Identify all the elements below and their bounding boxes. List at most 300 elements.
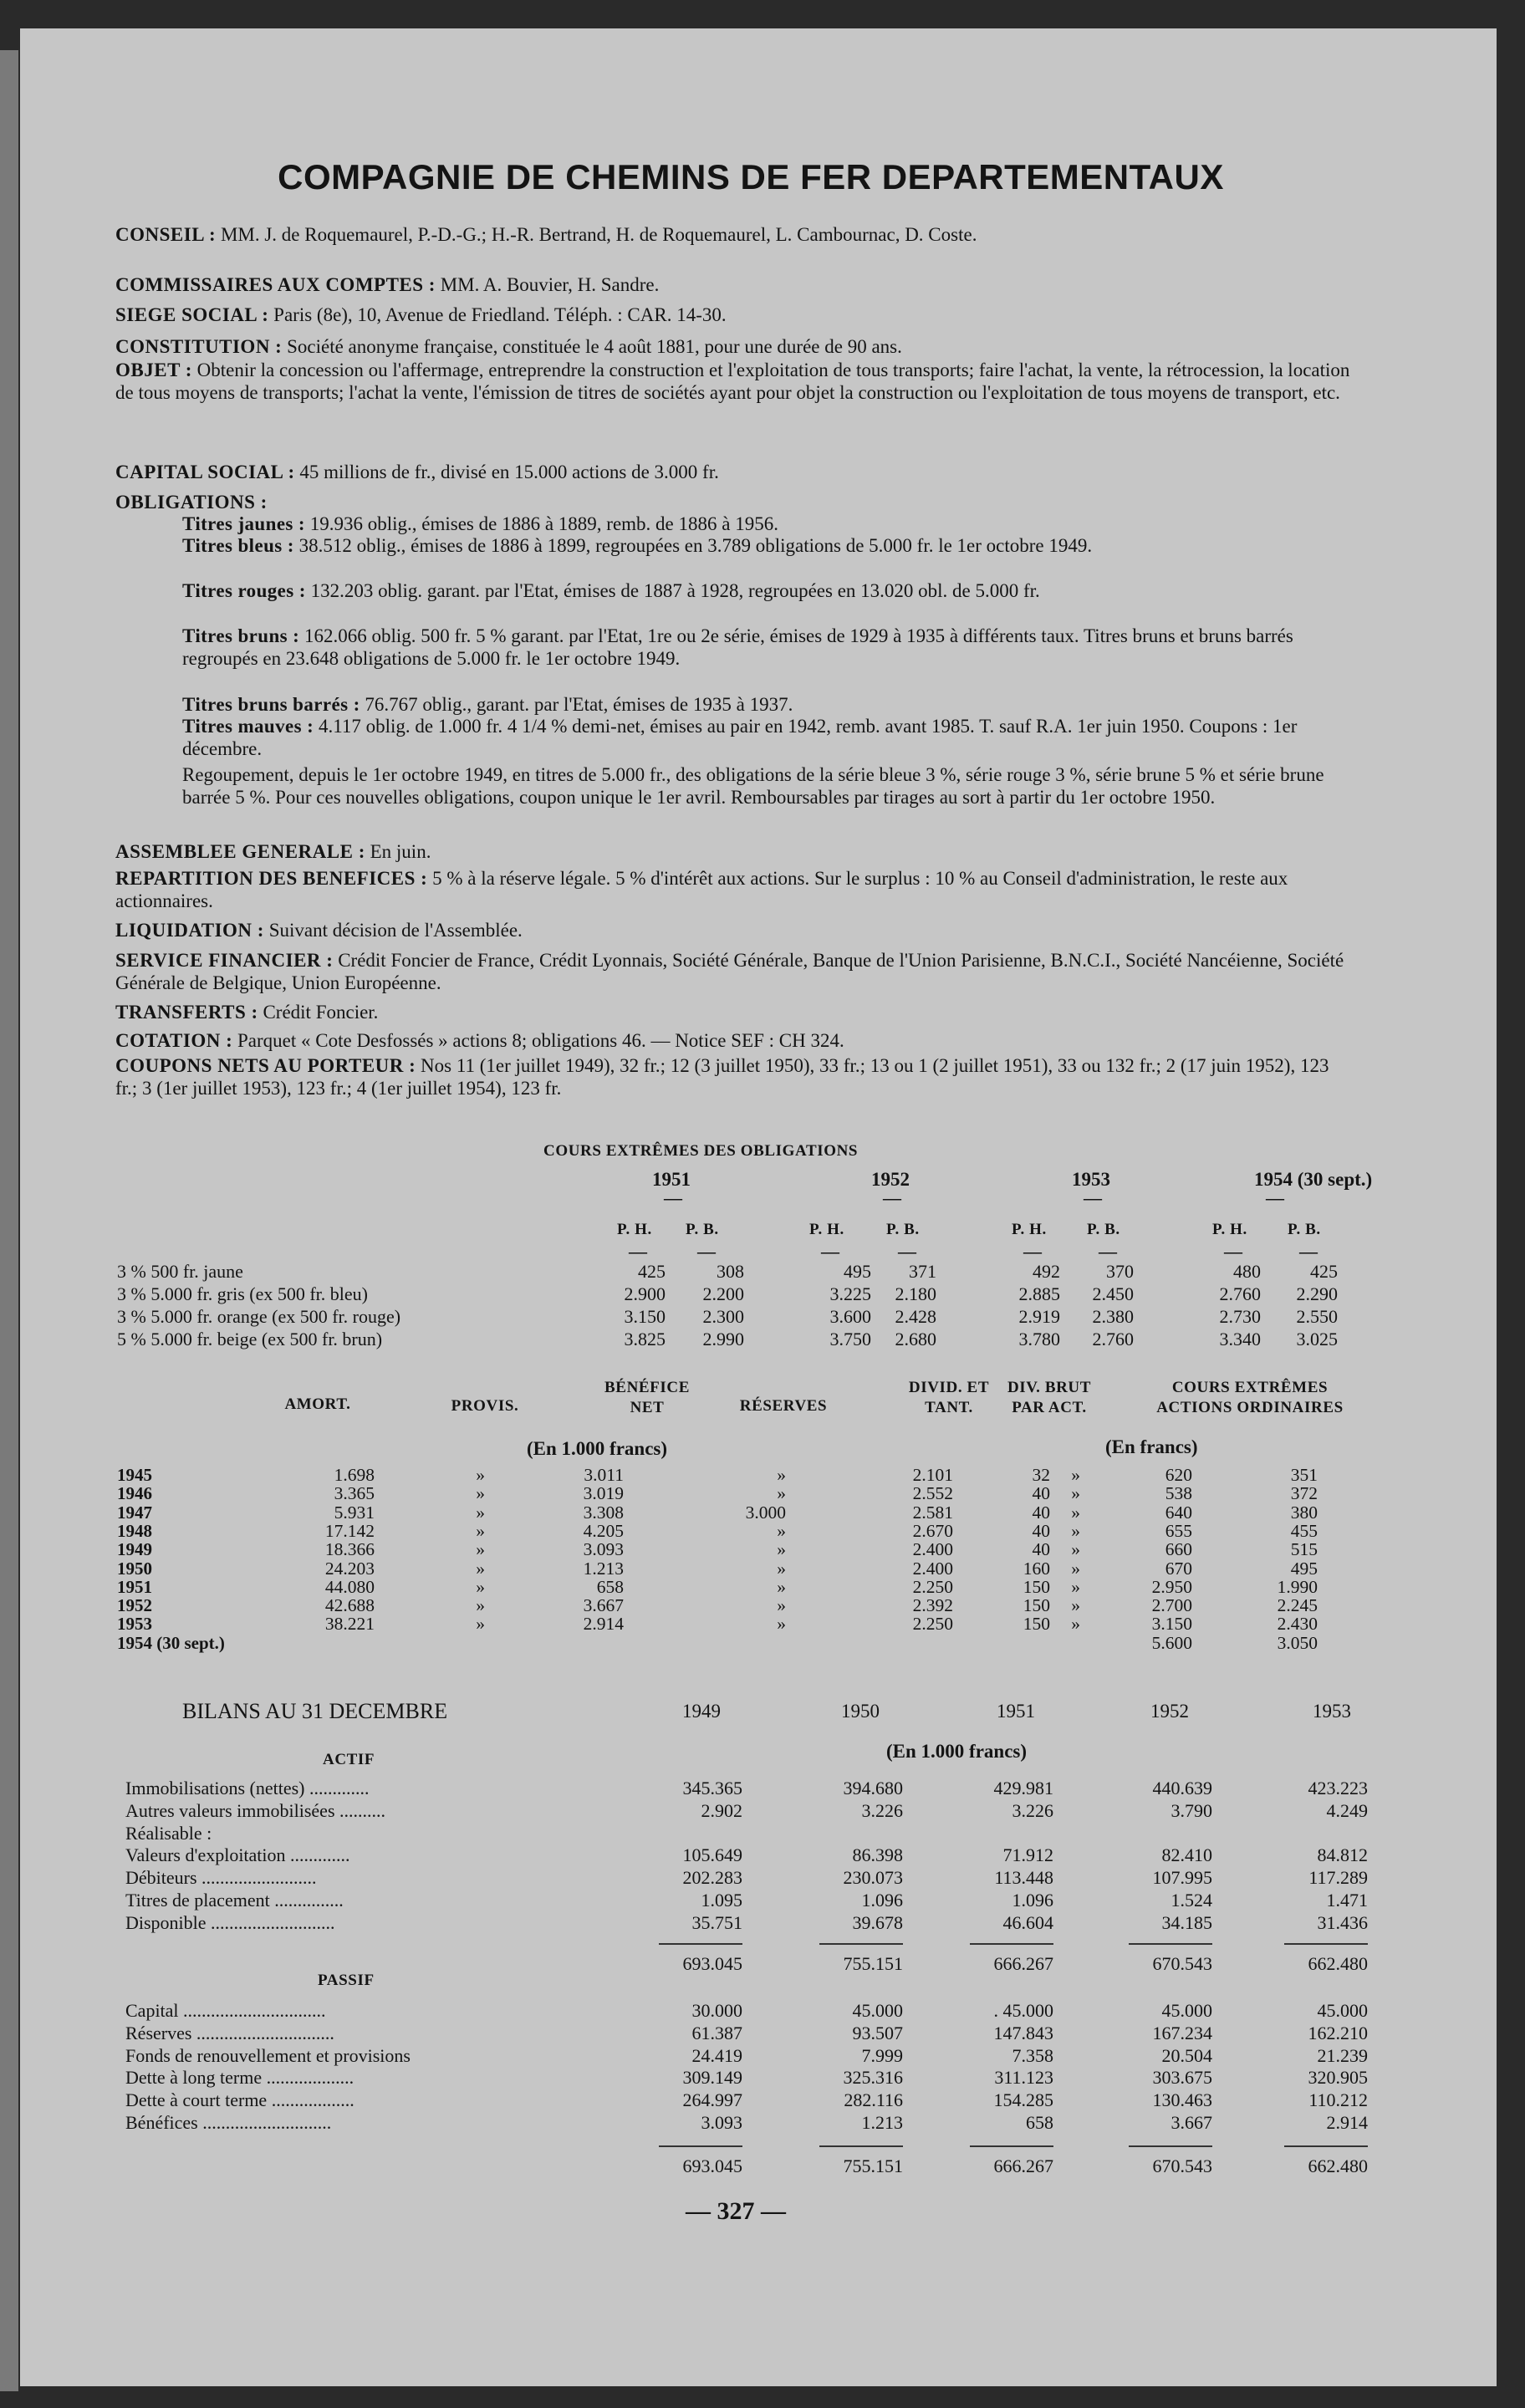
resultats-value: 2.250 bbox=[912, 1576, 953, 1597]
resultats-year: 1947 bbox=[117, 1502, 152, 1523]
section-2 bbox=[115, 304, 1353, 327]
cours-value: 2.990 bbox=[702, 1329, 744, 1349]
section-label: TRANSFERTS : bbox=[115, 1002, 258, 1023]
total-rule bbox=[1284, 2145, 1368, 2147]
section2-3 bbox=[115, 950, 1353, 994]
cours-label: 5 % 5.000 fr. beige (ex 500 fr. brun) bbox=[117, 1329, 383, 1349]
passif-label-row: Bénéfices ............................ bbox=[125, 2112, 332, 2133]
cours-value: 3.150 bbox=[624, 1306, 666, 1327]
cours-sub-rule: — bbox=[1299, 1241, 1318, 1262]
obligation-text: 19.936 oblig., émises de 1886 à 1889, remb. de 1886 à 1956. bbox=[309, 513, 778, 534]
resultats-value: 40 bbox=[1032, 1483, 1050, 1504]
resultats-value: 3.000 bbox=[745, 1502, 786, 1523]
passif-value: 3.667 bbox=[1171, 2112, 1212, 2133]
obligation-3 bbox=[182, 625, 1353, 670]
cours-sub-rule: — bbox=[1099, 1241, 1117, 1262]
resultats-value: » bbox=[777, 1483, 786, 1504]
passif-value: 167.234 bbox=[1152, 2022, 1212, 2043]
resultats-value: 455 bbox=[1290, 1520, 1318, 1541]
actif-total: 666.267 bbox=[993, 1953, 1053, 1974]
cours-value: 425 bbox=[638, 1261, 666, 1282]
actif-value: 107.995 bbox=[1152, 1867, 1212, 1889]
actif-value: 3.226 bbox=[1012, 1799, 1053, 1821]
resultats-value: » bbox=[1071, 1465, 1080, 1485]
resultats-unit-1000: (En 1.000 francs) bbox=[527, 1438, 668, 1459]
resultats-value: 660 bbox=[1165, 1539, 1192, 1560]
passif-value: 1.213 bbox=[861, 2112, 903, 2133]
section-label: SIEGE SOCIAL : bbox=[115, 304, 269, 325]
obligation-label: Titres jaunes : bbox=[182, 513, 305, 534]
cours-year-rule: — bbox=[664, 1187, 682, 1208]
resultats-value: » bbox=[1071, 1558, 1080, 1579]
actif-label-row: Valeurs d'exploitation ............. bbox=[125, 1844, 350, 1866]
cours-label: 3 % 5.000 fr. orange (ex 500 fr. rouge) bbox=[117, 1306, 401, 1327]
resultats-value: 658 bbox=[596, 1576, 624, 1597]
cours-value: 2.919 bbox=[1018, 1306, 1060, 1327]
cours-year: 1952 bbox=[871, 1169, 910, 1190]
section-label: COMMISSAIRES AUX COMPTES : bbox=[115, 274, 436, 295]
section-text: Paris (8e), 10, Avenue de Friedland. Téléph. : CAR. 14-30. bbox=[273, 304, 727, 325]
passif-value: 45.000 bbox=[1317, 2000, 1368, 2021]
obligation-label: Titres bleus : bbox=[182, 535, 294, 556]
resultats-value: » bbox=[777, 1520, 786, 1541]
resultats-value: 2.914 bbox=[583, 1614, 624, 1635]
passif-value: 2.914 bbox=[1326, 2112, 1368, 2133]
cours-value: 2.290 bbox=[1296, 1283, 1338, 1304]
cours-value: 308 bbox=[717, 1261, 744, 1282]
passif-value: 93.507 bbox=[852, 2022, 903, 2043]
passif-value: . 45.000 bbox=[993, 2000, 1053, 2021]
section-label: CONSTITUTION : bbox=[115, 336, 283, 357]
resultats-value: 655 bbox=[1165, 1520, 1192, 1541]
passif-value: 303.675 bbox=[1152, 2067, 1212, 2089]
cours-year: 1951 bbox=[652, 1169, 691, 1190]
passif-value: 24.419 bbox=[691, 2044, 742, 2066]
resultats-year: 1952 bbox=[117, 1595, 152, 1616]
section-text: MM. A. Bouvier, H. Sandre. bbox=[440, 274, 660, 295]
actif-value: 86.398 bbox=[852, 1844, 903, 1866]
cours-sub: P. B. bbox=[886, 1221, 920, 1238]
resultats-value: 40 bbox=[1032, 1502, 1050, 1523]
resultats-value: 3.308 bbox=[583, 1502, 624, 1523]
section-label: CONSEIL : bbox=[115, 224, 217, 245]
resultats-value: 5.600 bbox=[1151, 1632, 1192, 1653]
resultats-year: 1946 bbox=[117, 1483, 152, 1504]
resultats-value: 3.019 bbox=[583, 1483, 624, 1504]
resultats-value: 3.011 bbox=[584, 1465, 624, 1485]
cours-value: 480 bbox=[1233, 1261, 1261, 1282]
resultats-value: 2.430 bbox=[1277, 1614, 1318, 1635]
cours-sub-rule: — bbox=[629, 1241, 647, 1262]
cours-value: 3.750 bbox=[829, 1329, 871, 1349]
cours-value: 3.340 bbox=[1219, 1329, 1261, 1349]
section-text: 5 % à la réserve légale. 5 % d'intérêt aux actions. Sur le surplus : 10 % au Conseil d'administration, le reste aux actionnaires. bbox=[115, 868, 1288, 911]
resultats-value: 1.698 bbox=[334, 1465, 375, 1485]
actif-value: 4.249 bbox=[1326, 1799, 1368, 1821]
resultats-value: » bbox=[777, 1614, 786, 1635]
cours-sub-rule: — bbox=[898, 1241, 916, 1262]
section-label: CAPITAL SOCIAL : bbox=[115, 462, 295, 482]
actif-value: 423.223 bbox=[1308, 1778, 1368, 1798]
resultats-value: 2.392 bbox=[912, 1595, 953, 1616]
total-rule bbox=[1129, 1943, 1212, 1945]
actif-value: 35.751 bbox=[691, 1911, 742, 1933]
obligation-label: Titres bruns : bbox=[182, 625, 300, 646]
actif-label-row: Réalisable : bbox=[125, 1822, 212, 1844]
section-0 bbox=[115, 224, 1353, 247]
total-rule bbox=[819, 2145, 903, 2147]
obligation-2 bbox=[182, 580, 1353, 603]
passif-total: 693.045 bbox=[682, 2155, 742, 2176]
cours-value: 2.550 bbox=[1296, 1306, 1338, 1327]
resultats-value: » bbox=[1071, 1502, 1080, 1523]
section-label: COTATION : bbox=[115, 1030, 233, 1051]
cours-sub: P. B. bbox=[1288, 1221, 1321, 1238]
resultats-value: 40 bbox=[1032, 1520, 1050, 1541]
actif-value: 1.524 bbox=[1171, 1890, 1212, 1911]
cours-value: 2.200 bbox=[702, 1283, 744, 1304]
resultats-value: 495 bbox=[1290, 1558, 1318, 1579]
cours-sub-rule: — bbox=[1224, 1241, 1242, 1262]
resultats-value: 3.150 bbox=[1151, 1614, 1192, 1635]
cours-value: 2.885 bbox=[1018, 1283, 1060, 1304]
resultats-year: 1950 bbox=[117, 1558, 152, 1579]
total-rule bbox=[1129, 2145, 1212, 2147]
total-rule bbox=[659, 2145, 742, 2147]
cours-value: 2.180 bbox=[895, 1283, 936, 1304]
resultats-header: PROVIS. bbox=[451, 1397, 519, 1415]
cours-value: 2.680 bbox=[895, 1329, 936, 1349]
actif-total: 693.045 bbox=[682, 1953, 742, 1974]
cours-value: 3.225 bbox=[829, 1283, 871, 1304]
resultats-value: » bbox=[476, 1576, 485, 1597]
cours-value: 2.900 bbox=[624, 1283, 666, 1304]
resultats-year: 1949 bbox=[117, 1539, 152, 1560]
cours-value: 371 bbox=[909, 1261, 936, 1282]
actif-value: 84.812 bbox=[1317, 1844, 1368, 1866]
cours-value: 3.025 bbox=[1296, 1329, 1338, 1349]
passif-value: 7.358 bbox=[1012, 2044, 1053, 2066]
cours-year: 1953 bbox=[1072, 1169, 1110, 1190]
actif-value: 105.649 bbox=[682, 1844, 742, 1866]
resultats-value: » bbox=[1071, 1595, 1080, 1616]
resultats-year: 1948 bbox=[117, 1520, 152, 1541]
obligation-0 bbox=[182, 513, 1353, 536]
cours-value: 3.780 bbox=[1018, 1329, 1060, 1349]
bilans-year: 1952 bbox=[1150, 1701, 1189, 1722]
section-label: OBJET : bbox=[115, 360, 192, 380]
passif-value: 130.463 bbox=[1152, 2089, 1212, 2111]
cours-value: 425 bbox=[1310, 1261, 1338, 1282]
actif-value: 202.283 bbox=[682, 1867, 742, 1889]
resultats-value: 2.581 bbox=[912, 1502, 953, 1523]
obligation-text: 132.203 oblig. garant. par l'Etat, émises de 1887 à 1928, regroupées en 13.020 obl. de 5.000 fr. bbox=[310, 580, 1040, 601]
resultats-header: DIV. BRUT PAR ACT. bbox=[1007, 1379, 1092, 1416]
section-1 bbox=[115, 274, 1353, 297]
passif-value: 7.999 bbox=[861, 2044, 903, 2066]
passif-label-row: Réserves .............................. bbox=[125, 2022, 334, 2043]
section2-6 bbox=[115, 1055, 1353, 1099]
section-text: Société anonyme française, constituée le 4 août 1881, pour une durée de 90 ans. bbox=[287, 336, 902, 357]
cours-label: 3 % 500 fr. jaune bbox=[117, 1261, 243, 1282]
resultats-value: » bbox=[476, 1483, 485, 1504]
passif-value: 325.316 bbox=[843, 2067, 903, 2089]
page-spine bbox=[0, 50, 18, 2391]
section-5 bbox=[115, 462, 1353, 484]
passif-total: 670.543 bbox=[1152, 2155, 1212, 2176]
resultats-value: 2.400 bbox=[912, 1558, 953, 1579]
cours-sub: P. B. bbox=[686, 1221, 719, 1238]
resultats-value: » bbox=[476, 1502, 485, 1523]
section2-5 bbox=[115, 1030, 1353, 1053]
cours-value: 3.825 bbox=[624, 1329, 666, 1349]
total-rule bbox=[1284, 1943, 1368, 1945]
passif-value: 30.000 bbox=[691, 2000, 742, 2021]
actif-value: 113.448 bbox=[994, 1867, 1053, 1889]
actif-value: 429.981 bbox=[993, 1778, 1053, 1798]
bilans-title: BILANS AU 31 DECEMBRE bbox=[182, 1699, 448, 1723]
bilans-year: 1953 bbox=[1313, 1701, 1351, 1722]
passif-total: 755.151 bbox=[843, 2155, 903, 2176]
actif-total: 755.151 bbox=[843, 1953, 903, 1974]
bilans-year: 1950 bbox=[841, 1701, 880, 1722]
obligation-5 bbox=[182, 716, 1353, 760]
resultats-header: DIVID. ET TANT. bbox=[908, 1379, 990, 1416]
section-text: Parquet « Cote Desfossés » actions 8; obligations 46. — Notice SEF : CH 324. bbox=[237, 1030, 844, 1051]
actif-value: 345.365 bbox=[682, 1778, 742, 1798]
obligation-label: Titres bruns barrés : bbox=[182, 694, 360, 715]
resultats-value: 515 bbox=[1290, 1539, 1318, 1560]
actif-value: 82.410 bbox=[1161, 1844, 1212, 1866]
actif-value: 394.680 bbox=[843, 1778, 903, 1798]
page-number: — 327 — bbox=[686, 2197, 786, 2225]
resultats-value: 4.205 bbox=[583, 1520, 624, 1541]
resultats-value: 32 bbox=[1032, 1465, 1050, 1485]
section-text: 45 millions de fr., divisé en 15.000 actions de 3.000 fr. bbox=[299, 462, 719, 482]
bilans-year: 1951 bbox=[997, 1701, 1035, 1722]
resultats-value: 640 bbox=[1165, 1502, 1192, 1523]
resultats-value: 2.250 bbox=[912, 1614, 953, 1635]
obligation-text: 38.512 oblig., émises de 1886 à 1899, regroupées en 3.789 obligations de 5.000 fr. le 1er octobre 1949. bbox=[298, 535, 1093, 556]
cours-year-rule: — bbox=[1084, 1187, 1102, 1208]
total-rule bbox=[819, 1943, 903, 1945]
resultats-value: » bbox=[1071, 1576, 1080, 1597]
passif-value: 3.093 bbox=[701, 2112, 742, 2133]
actif-label-row: Autres valeurs immobilisées .......... bbox=[125, 1799, 386, 1821]
resultats-header: BÉNÉFICE NET bbox=[604, 1379, 690, 1416]
section-text: Obtenir la concession ou l'affermage, entreprendre la construction et l'exploitation de tous transports; faire l'achat, la vente, la rétrocession, la location de tous moyens de transports; l'achat la vente, l'émission de titres de sociétés ayant pour objet la construction ou l'exploitation de tous moyens de transport, etc. bbox=[115, 360, 1350, 403]
resultats-value: 42.688 bbox=[324, 1595, 375, 1616]
resultats-value: » bbox=[777, 1558, 786, 1579]
resultats-value: 18.366 bbox=[324, 1539, 375, 1560]
bilans-unit: (En 1.000 francs) bbox=[886, 1741, 1028, 1762]
total-rule bbox=[970, 2145, 1053, 2147]
obligation-text: 4.117 oblig. de 1.000 fr. 4 1/4 % demi-net, émises au pair en 1942, remb. avant 1985. T. sauf R.A. 1er juin 1950. Coupons : 1er décembre. bbox=[182, 716, 1298, 759]
section-label: OBLIGATIONS : bbox=[115, 492, 268, 513]
resultats-value: » bbox=[476, 1595, 485, 1616]
obligation-label: Titres rouges : bbox=[182, 580, 306, 601]
resultats-value: 3.667 bbox=[583, 1595, 624, 1616]
section-text: MM. J. de Roquemaurel, P.-D.-G.; H.-R. Bertrand, H. de Roquemaurel, L. Cambournac, D. Coste. bbox=[220, 224, 977, 245]
cours-sub: P. B. bbox=[1087, 1221, 1120, 1238]
passif-value: 61.387 bbox=[691, 2022, 742, 2043]
cours-sub-rule: — bbox=[697, 1241, 716, 1262]
cours-label: 3 % 5.000 fr. gris (ex 500 fr. bleu) bbox=[117, 1283, 368, 1304]
resultats-value: 150 bbox=[1023, 1576, 1050, 1597]
passif-value: 282.116 bbox=[844, 2089, 903, 2111]
resultats-value: 3.093 bbox=[583, 1539, 624, 1560]
cours-value: 2.450 bbox=[1092, 1283, 1134, 1304]
section2-2 bbox=[115, 920, 1353, 942]
resultats-header: AMORT. bbox=[284, 1395, 351, 1413]
cours-value: 2.380 bbox=[1092, 1306, 1134, 1327]
resultats-value: 538 bbox=[1165, 1483, 1192, 1504]
actif-value: 31.436 bbox=[1317, 1911, 1368, 1933]
resultats-value: 2.400 bbox=[912, 1539, 953, 1560]
resultats-value: 150 bbox=[1023, 1614, 1050, 1635]
section-label: ASSEMBLEE GENERALE : bbox=[115, 841, 365, 862]
actif-value: 71.912 bbox=[1002, 1844, 1053, 1866]
actif-total: 670.543 bbox=[1152, 1953, 1212, 1974]
resultats-value: 670 bbox=[1165, 1558, 1192, 1579]
section2-1 bbox=[115, 868, 1353, 912]
cours-sub: P. H. bbox=[809, 1221, 844, 1238]
resultats-header: RÉSERVES bbox=[739, 1397, 828, 1415]
passif-value: 309.149 bbox=[682, 2067, 742, 2089]
cours-title: COURS EXTRÊMES DES OBLIGATIONS bbox=[543, 1142, 859, 1160]
resultats-value: » bbox=[1071, 1483, 1080, 1504]
obligation-text: Regoupement, depuis le 1er octobre 1949, en titres de 5.000 fr., des obligations de la série bleue 3 %, série rouge 3 %, série brune 5 % et série brune barrée 5 %. Pour ces nouvelles obligations, coupon unique le 1er avril. Remboursables par tirages au sort à partir du 1er octobre 1950. bbox=[182, 764, 1324, 808]
passif-value: 45.000 bbox=[1161, 2000, 1212, 2021]
actif-value: 34.185 bbox=[1161, 1911, 1212, 1933]
passif-label-row: Fonds de renouvellement et provisions bbox=[125, 2044, 411, 2066]
resultats-value: 24.203 bbox=[324, 1558, 375, 1579]
actif-value: 230.073 bbox=[843, 1867, 903, 1889]
cours-value: 495 bbox=[844, 1261, 871, 1282]
passif-value: 21.239 bbox=[1317, 2044, 1368, 2066]
passif-value: 110.212 bbox=[1308, 2089, 1368, 2111]
cours-value: 2.300 bbox=[702, 1306, 744, 1327]
resultats-value: 3.365 bbox=[334, 1483, 375, 1504]
passif-total: 666.267 bbox=[993, 2155, 1053, 2176]
passif-value: 264.997 bbox=[682, 2089, 742, 2111]
resultats-value: 2.245 bbox=[1277, 1595, 1318, 1616]
obligation-4 bbox=[182, 694, 1353, 717]
resultats-value: » bbox=[1071, 1614, 1080, 1635]
resultats-value: 3.050 bbox=[1277, 1632, 1318, 1653]
actif-label-row: Titres de placement ............... bbox=[125, 1890, 344, 1911]
resultats-value: 620 bbox=[1165, 1465, 1192, 1485]
cours-value: 370 bbox=[1106, 1261, 1134, 1282]
cours-value: 3.600 bbox=[829, 1306, 871, 1327]
passif-value: 154.285 bbox=[993, 2089, 1053, 2111]
total-rule bbox=[659, 1943, 742, 1945]
resultats-value: 44.080 bbox=[324, 1576, 375, 1597]
obligation-label: Titres mauves : bbox=[182, 716, 314, 737]
actif-value: 440.639 bbox=[1152, 1778, 1212, 1798]
resultats-unit-francs: (En francs) bbox=[1105, 1436, 1198, 1457]
section-4 bbox=[115, 360, 1353, 404]
resultats-value: » bbox=[1071, 1520, 1080, 1541]
section-text: Suivant décision de l'Assemblée. bbox=[268, 920, 523, 941]
resultats-value: 2.670 bbox=[912, 1520, 953, 1541]
resultats-year: 1953 bbox=[117, 1614, 152, 1635]
resultats-value: 2.101 bbox=[912, 1465, 953, 1485]
section2-0 bbox=[115, 841, 1353, 864]
resultats-value: » bbox=[777, 1595, 786, 1616]
section2-4 bbox=[115, 1002, 1353, 1024]
section-text: Crédit Foncier de France, Crédit Lyonnais, Société Générale, Banque de l'Union Parisienne, B.N.C.I., Société Nancéienne, Société Générale de Belgique, Union Européenne. bbox=[115, 950, 1344, 993]
cours-value: 2.760 bbox=[1219, 1283, 1261, 1304]
resultats-value: » bbox=[1071, 1539, 1080, 1560]
resultats-value: 40 bbox=[1032, 1539, 1050, 1560]
cours-sub: P. H. bbox=[1212, 1221, 1247, 1238]
cours-value: 2.760 bbox=[1092, 1329, 1134, 1349]
section-label: SERVICE FINANCIER : bbox=[115, 950, 334, 971]
resultats-value: » bbox=[777, 1576, 786, 1597]
total-rule bbox=[970, 1943, 1053, 1945]
resultats-value: 351 bbox=[1290, 1465, 1318, 1485]
cours-sub-rule: — bbox=[821, 1241, 839, 1262]
page-title: COMPAGNIE DE CHEMINS DE FER DEPARTEMENTAUX bbox=[278, 157, 1224, 196]
actif-value: 3.226 bbox=[861, 1799, 903, 1821]
obligation-6 bbox=[182, 764, 1353, 809]
actif-label-row: Immobilisations (nettes) ............. bbox=[125, 1778, 370, 1798]
cours-year-rule: — bbox=[1266, 1187, 1284, 1208]
cours-year: 1954 (30 sept.) bbox=[1254, 1169, 1373, 1190]
obligation-text: 162.066 oblig. 500 fr. 5 % garant. par l'Etat, 1re ou 2e série, émises de 1929 à 1935 à différents taux. Titres bruns et bruns barrés regroupés en 23.648 obligations de 5.000 fr. le 1er octobre 1949. bbox=[182, 625, 1293, 669]
cours-value: 492 bbox=[1033, 1261, 1060, 1282]
resultats-value: 5.931 bbox=[334, 1502, 375, 1523]
resultats-value: 1.990 bbox=[1277, 1576, 1318, 1597]
resultats-value: » bbox=[777, 1539, 786, 1560]
resultats-value: » bbox=[476, 1614, 485, 1635]
passif-label-row: Capital ............................... bbox=[125, 2000, 326, 2021]
passif-value: 20.504 bbox=[1161, 2044, 1212, 2066]
section-text: Nos 11 (1er juillet 1949), 32 fr.; 12 (3 juillet 1950), 33 fr.; 13 ou 1 (2 juillet 1951), 33 ou 132 fr.; 2 (17 juin 1952), 123 fr.; 3 (1er juillet 1953), 123 fr.; 4 (1er juillet 1954), 123 fr. bbox=[115, 1055, 1329, 1099]
obligation-text: 76.767 oblig., garant. par l'Etat, émises de 1935 à 1937. bbox=[365, 694, 793, 715]
actif-label-row: Disponible ........................... bbox=[125, 1911, 335, 1933]
section-3 bbox=[115, 336, 1353, 359]
cours-value: 2.428 bbox=[895, 1306, 936, 1327]
actif-value: 1.096 bbox=[861, 1890, 903, 1911]
section-label: LIQUIDATION : bbox=[115, 920, 264, 941]
resultats-year: 1945 bbox=[117, 1465, 152, 1485]
resultats-value: 150 bbox=[1023, 1595, 1050, 1616]
actif-value: 1.095 bbox=[701, 1890, 742, 1911]
actif-value: 117.289 bbox=[1308, 1867, 1368, 1889]
actif-value: 1.096 bbox=[1012, 1890, 1053, 1911]
obligation-1 bbox=[182, 535, 1353, 558]
cours-sub: P. H. bbox=[1012, 1221, 1047, 1238]
resultats-value: » bbox=[476, 1539, 485, 1560]
cours-sub-rule: — bbox=[1023, 1241, 1042, 1262]
cours-value: 2.730 bbox=[1219, 1306, 1261, 1327]
passif-value: 162.210 bbox=[1308, 2022, 1368, 2043]
actif-value: 1.471 bbox=[1326, 1890, 1368, 1911]
resultats-value: » bbox=[476, 1558, 485, 1579]
passif-value: 658 bbox=[1026, 2112, 1053, 2133]
passif-total: 662.480 bbox=[1308, 2155, 1368, 2176]
actif-total: 662.480 bbox=[1308, 1953, 1368, 1974]
resultats-value: 372 bbox=[1290, 1483, 1318, 1504]
cours-sub: P. H. bbox=[617, 1221, 652, 1238]
resultats-value: 1.213 bbox=[583, 1558, 624, 1579]
passif-value: 320.905 bbox=[1308, 2067, 1368, 2089]
actif-value: 3.790 bbox=[1171, 1799, 1212, 1821]
actif-value: 46.604 bbox=[1002, 1911, 1053, 1933]
resultats-value: » bbox=[777, 1465, 786, 1485]
